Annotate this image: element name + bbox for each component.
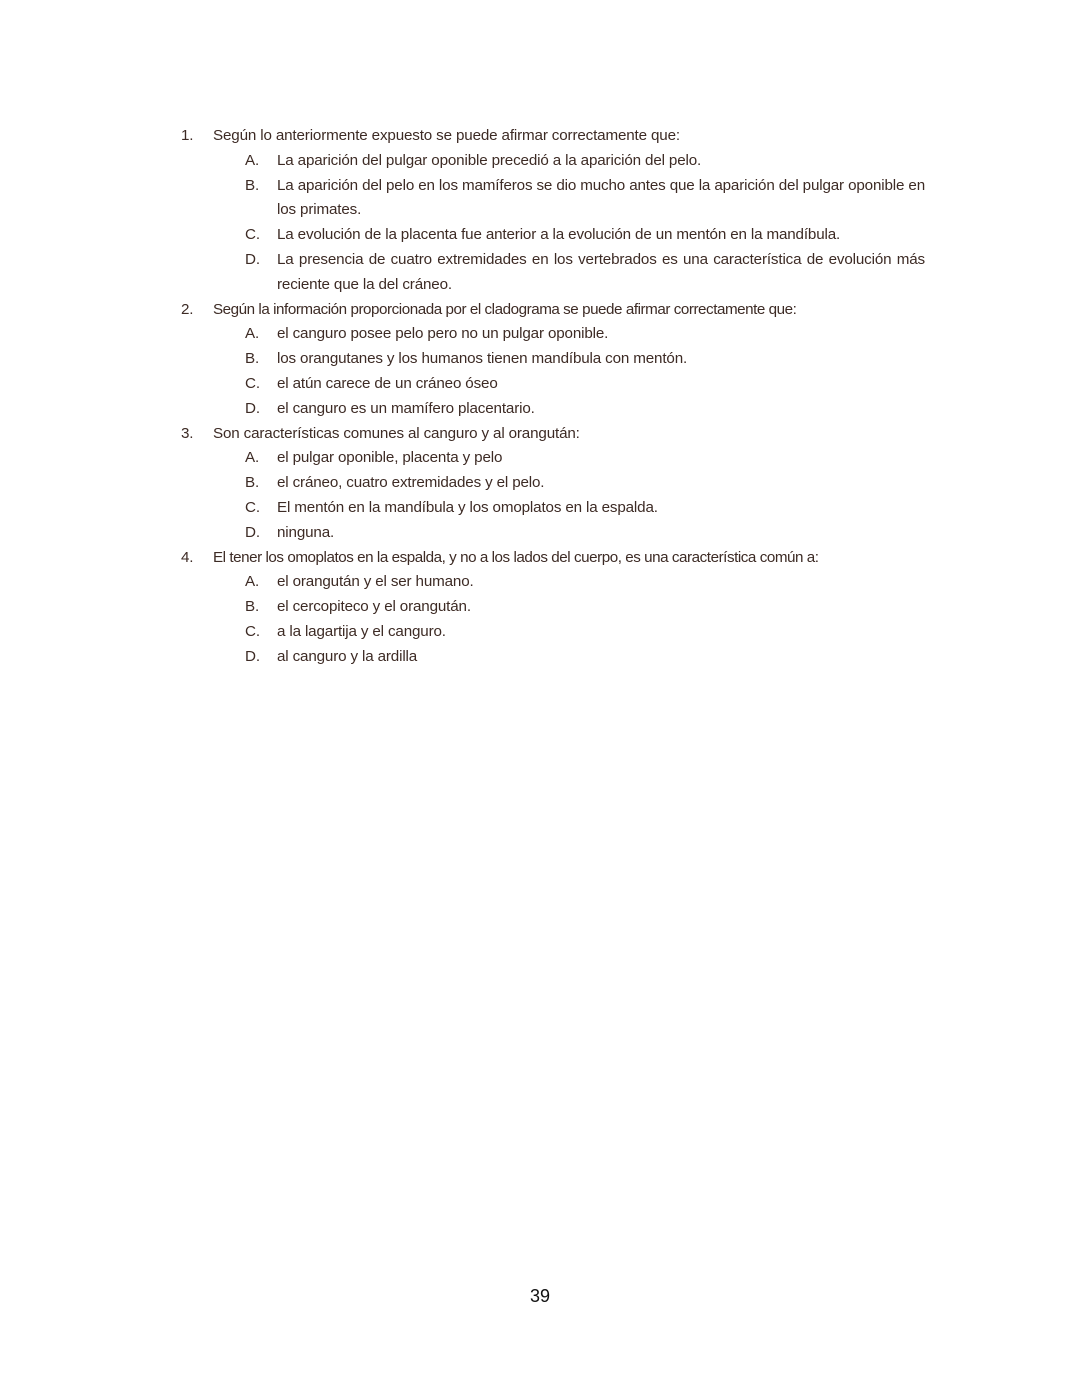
option-a (245, 570, 925, 595)
option-d (245, 645, 925, 670)
question-2 (181, 298, 925, 422)
option-text: el orangután y el ser humano. (277, 573, 474, 591)
option-text: el canguro posee pelo pero no un pulgar oponible. (277, 325, 609, 343)
option-b (245, 174, 925, 224)
option-list (181, 322, 925, 421)
question-text: Según la información proporcionada por el cladograma se puede afirmar correctamente que: (213, 300, 797, 318)
option-list (181, 570, 925, 669)
option-a (245, 322, 925, 347)
option-letter: D. (245, 399, 260, 417)
option-letter: A. (245, 449, 260, 467)
option-text: La aparición del pelo en los mamíferos se dio mucho antes que la aparición del pulgar oponible en los primates. (277, 176, 925, 219)
option-letter: C. (245, 226, 260, 244)
option-letter: D. (245, 647, 260, 665)
option-b (245, 347, 925, 372)
question-stem (181, 422, 925, 447)
option-b (245, 595, 925, 620)
question-number: 2. (181, 300, 194, 318)
option-letter: A. (245, 151, 260, 169)
option-letter: C. (245, 374, 260, 392)
option-list (181, 149, 925, 298)
option-b (245, 471, 925, 496)
question-stem (181, 546, 925, 571)
option-letter: D. (245, 523, 260, 541)
question-text: El tener los omoplatos en la espalda, y no a los lados del cuerpo, es una característica común a: (213, 548, 819, 566)
question-4 (181, 546, 925, 670)
option-letter: A. (245, 573, 260, 591)
option-letter: C. (245, 498, 260, 516)
question-1 (181, 124, 925, 298)
option-text: el cráneo, cuatro extremidades y el pelo. (277, 474, 545, 492)
option-text: al canguro y la ardilla (277, 647, 418, 665)
option-text: La presencia de cuatro extremidades en los vertebrados es una característica de evolución más reciente que la del cráneo. (277, 250, 925, 293)
question-number: 1. (181, 127, 194, 144)
option-d (245, 521, 925, 546)
option-letter: B. (245, 176, 260, 194)
option-letter: D. (245, 250, 260, 268)
option-c (245, 223, 925, 248)
option-c (245, 496, 925, 521)
option-text: ninguna. (277, 523, 335, 541)
option-text: a la lagartija y el canguro. (277, 622, 446, 640)
option-letter: B. (245, 598, 260, 616)
option-text: La evolución de la placenta fue anterior a la evolución de un mentón en la mandíbula. (277, 226, 841, 244)
question-list (181, 124, 925, 670)
question-number: 4. (181, 548, 194, 566)
question-stem (181, 298, 925, 323)
option-text: el canguro es un mamífero placentario. (277, 399, 535, 417)
option-text: los orangutanes y los humanos tienen mandíbula con mentón. (277, 350, 688, 368)
option-letter: B. (245, 350, 260, 368)
option-letter: A. (245, 325, 260, 343)
question-stem (181, 124, 925, 149)
option-text: el cercopiteco y el orangután. (277, 598, 471, 616)
option-a (245, 149, 925, 174)
option-list (181, 446, 925, 545)
question-number: 3. (181, 424, 194, 442)
option-text: La aparición del pulgar oponible precedió a la aparición del pelo. (277, 151, 702, 169)
question-3 (181, 422, 925, 546)
option-text: el atún carece de un cráneo óseo (277, 374, 498, 392)
option-text: el pulgar oponible, placenta y pelo (277, 449, 503, 467)
option-d (245, 248, 925, 298)
option-d (245, 397, 925, 422)
page-number: 39 (529, 1286, 551, 1306)
option-c (245, 620, 925, 645)
question-text: Son características comunes al canguro y al orangután: (213, 424, 580, 442)
option-letter: C. (245, 622, 260, 640)
question-text: Según lo anteriormente expuesto se puede afirmar correctamente que: (213, 127, 680, 144)
option-a (245, 446, 925, 471)
option-text: El mentón en la mandíbula y los omoplatos en la espalda. (277, 498, 658, 516)
option-letter: B. (245, 474, 260, 492)
option-c (245, 372, 925, 397)
